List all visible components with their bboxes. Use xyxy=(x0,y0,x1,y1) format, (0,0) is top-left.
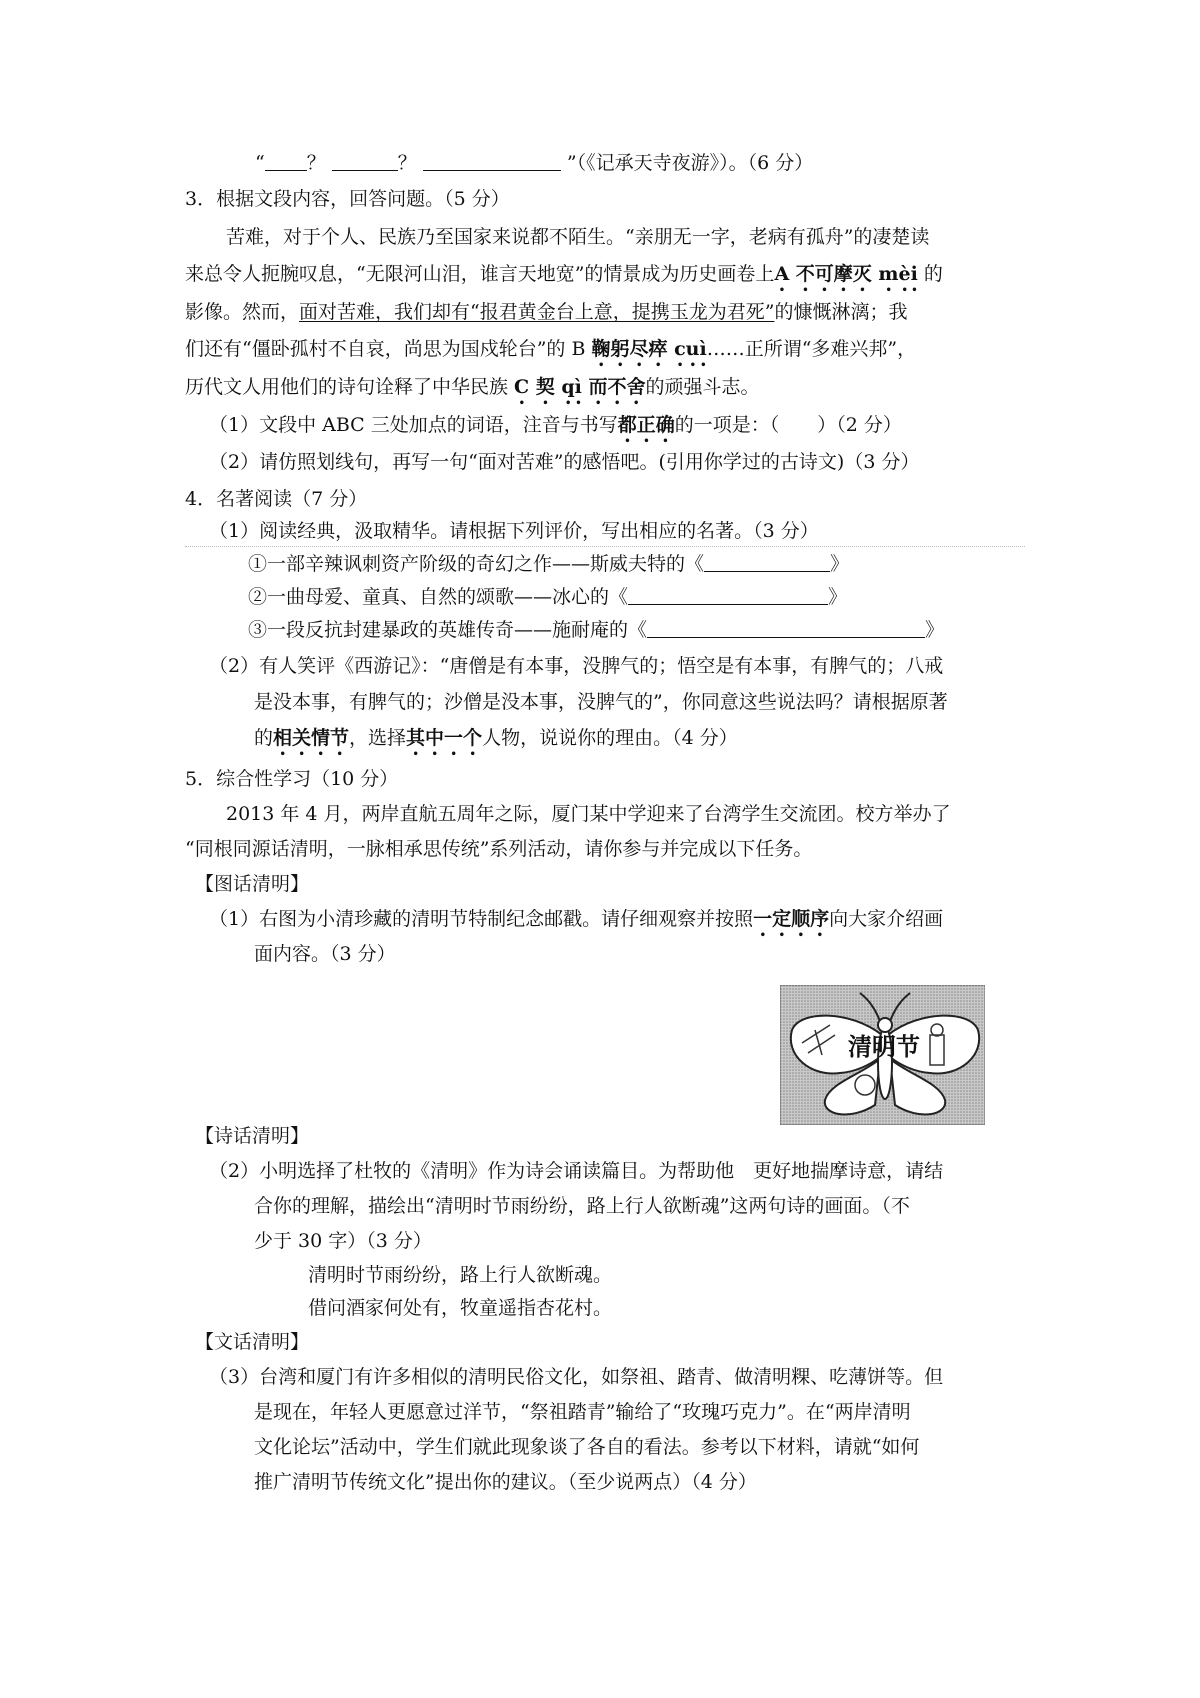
q3-paragraph-line xyxy=(185,338,916,371)
text: 的 xyxy=(254,727,274,749)
q-mark: ？ xyxy=(397,152,417,174)
marked-word-a: A 不可摩灭 mèi xyxy=(774,263,918,285)
q5-sub2-line: 少于 30 字）（3 分） xyxy=(254,1230,432,1252)
q3-sub2: （2）请仿照划线句，再写一句“面对苦难”的感悟吧。(引用你学过的古诗文)（3 分） xyxy=(209,451,920,473)
text: （1）右图为小清珍藏的清明节特制纪念邮戳。请仔细观察并按照 xyxy=(209,908,754,930)
text: （1）文段中 ABC 三处加点的词语，注音与书写 xyxy=(209,414,618,436)
book-item-1 xyxy=(248,553,849,576)
q5-sub3-line: 是现在，年轻人更愿意过洋节，“祭祖踏青”输给了“玫瑰巧克力”。在“两岸清明 xyxy=(254,1401,911,1423)
q3-paragraph-line: 苦难，对于个人、民族乃至国家来说都不陌生。“亲朋无一字，老病有孤舟”的凄楚读 xyxy=(226,226,930,248)
emphasis-text: 其中一个 xyxy=(406,727,483,749)
text: 的 xyxy=(917,263,943,285)
poem-line: 借问酒家何处有，牧童遥指杏花村。 xyxy=(308,1297,613,1319)
text: ……正所谓“多难兴邦”， xyxy=(706,338,917,360)
dotted-divider xyxy=(185,546,1025,547)
marked-word-c: C 契 qì 而不舍 xyxy=(514,376,646,398)
answer-blank[interactable] xyxy=(265,152,307,171)
emphasis-text: 相关情节 xyxy=(273,727,350,749)
text: 的慷慨淋漓；我 xyxy=(774,301,908,323)
text: ①一部辛辣讽刺资产阶级的奇幻之作——斯威夫特的《 xyxy=(248,553,705,575)
text: ，选择 xyxy=(349,727,407,749)
answer-blank[interactable] xyxy=(704,553,830,572)
section-heading: 【文话清明】 xyxy=(195,1331,310,1353)
answer-blank[interactable] xyxy=(628,586,828,605)
q3-title: 3．根据文段内容，回答问题。（5 分） xyxy=(185,188,510,210)
q4-title: 4．名著阅读（7 分） xyxy=(185,488,368,510)
stamp-title-text: 清明节 xyxy=(848,1032,920,1061)
text: 》 xyxy=(830,553,850,575)
text: ②一曲母爱、童真、自然的颂歌——冰心的《 xyxy=(248,586,629,608)
book-item-2 xyxy=(248,586,847,609)
text: 》 xyxy=(828,586,848,608)
text: 》 xyxy=(925,619,945,641)
q4-sub1: （1）阅读经典，汲取精华。请根据下列评价，写出相应的名著。（3 分） xyxy=(209,520,819,542)
underlined-sentence: 面对苦难，我们却有“报君黄金台上意，提携玉龙为君死” xyxy=(299,301,775,323)
section-heading: 【诗话清明】 xyxy=(195,1125,310,1147)
q5-sub1-cont: 面内容。（3 分） xyxy=(254,943,396,965)
emphasis-text: 一定顺序 xyxy=(753,908,830,930)
q3-paragraph-line xyxy=(185,263,943,296)
q-mark: ？ xyxy=(306,152,326,174)
book-item-3 xyxy=(248,619,944,642)
text: 们还有“僵卧孤村不自哀，尚思为国戍轮台”的 B xyxy=(185,338,592,360)
answer-blank[interactable] xyxy=(647,619,925,638)
q5-title: 5．综合性学习（10 分） xyxy=(185,768,399,790)
answer-blank[interactable] xyxy=(332,152,398,171)
q5-intro-line: 2013 年 4 月，两岸直航五周年之际，厦门某中学迎来了台湾学生交流团。校方举办了 xyxy=(226,803,951,825)
q5-sub1 xyxy=(209,908,943,941)
text: 人物，说说你的理由。（4 分） xyxy=(482,727,738,749)
text: 向大家介绍画 xyxy=(829,908,944,930)
poem-line: 清明时节雨纷纷，路上行人欲断魂。 xyxy=(308,1264,613,1286)
qingming-stamp-image xyxy=(780,985,985,1125)
q5-sub3-line: （3）台湾和厦门有许多相似的清明民俗文化，如祭祖、踏青、做清明粿、吃薄饼等。但 xyxy=(209,1366,944,1388)
text: 来总令人扼腕叹息，“无限河山泪，谁言天地宽”的情景成为历史画卷上 xyxy=(185,263,775,285)
marked-word-b: 鞠躬尽瘁 cuì xyxy=(591,338,707,360)
q5-sub3-line: 推广清明节传统文化”提出你的建议。（至少说两点）（4 分） xyxy=(254,1471,757,1493)
poem-fill-line xyxy=(255,152,813,175)
q3-paragraph-line xyxy=(185,301,907,324)
q4-sub2-line xyxy=(254,727,738,760)
emphasis-text: 都正确 xyxy=(617,414,675,436)
source-note: ”（《记承天寺夜游》）。（6 分） xyxy=(566,152,814,174)
q5-sub2-line: （2）小明选择了杜牧的《清明》作为诗会诵读篇目。为帮助他 更好地揣摩诗意，请结 xyxy=(209,1160,944,1182)
text: 的一项是：（ ）（2 分） xyxy=(674,414,902,436)
q5-sub2-line: 合你的理解，描绘出“清明时节雨纷纷，路上行人欲断魂”这两句诗的画面。（不 xyxy=(254,1195,910,1217)
quote-open: “ xyxy=(255,152,265,174)
q3-sub1 xyxy=(209,414,902,447)
q5-sub3-line: 文化论坛”活动中，学生们就此现象谈了各自的看法。参考以下材料，请就“如何 xyxy=(254,1436,920,1458)
q3-paragraph-line xyxy=(185,376,760,409)
text: 的顽强斗志。 xyxy=(645,376,760,398)
text: ③一段反抗封建暴政的英雄传奇——施耐庵的《 xyxy=(248,619,648,641)
text: 影像。然而， xyxy=(185,301,300,323)
section-heading: 【图话清明】 xyxy=(195,873,310,895)
answer-blank[interactable] xyxy=(423,152,561,171)
q5-intro-line: “同根同源话清明，一脉相承思传统”系列活动，请你参与并完成以下任务。 xyxy=(185,838,813,860)
q4-sub2-line: 是没本事，有脾气的；沙僧是没本事，没脾气的”，你同意这些说法吗？请根据原著 xyxy=(254,691,948,713)
q4-sub2-line: （2）有人笑评《西游记》：“唐僧是有本事，没脾气的；悟空是有本事，有脾气的；八戒 xyxy=(209,655,944,677)
text: 历代文人用他们的诗句诠释了中华民族 xyxy=(185,376,515,398)
